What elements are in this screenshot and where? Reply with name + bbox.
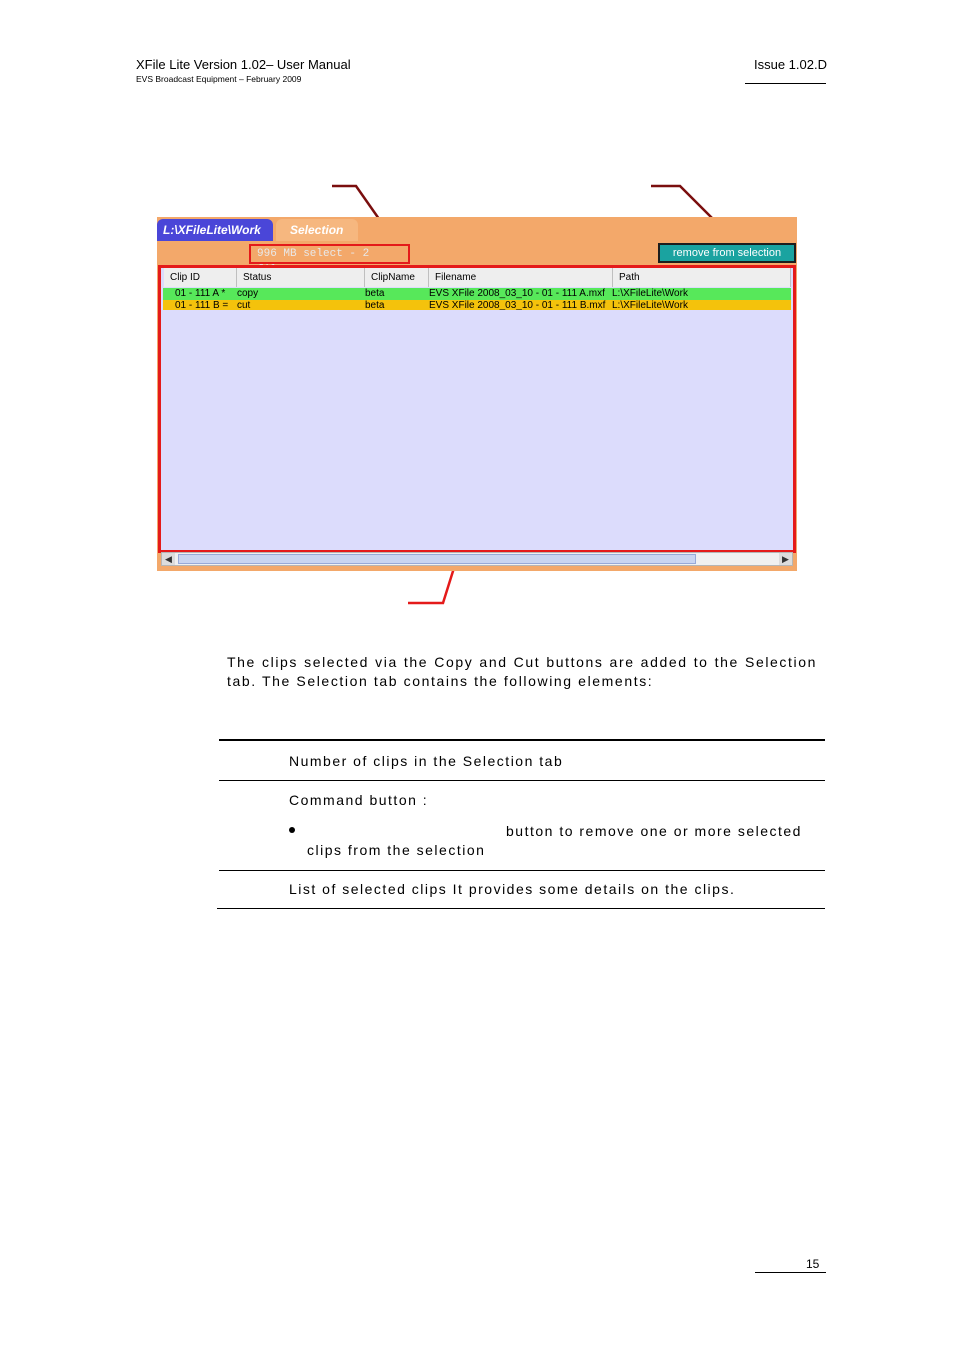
cell-clipname: beta bbox=[365, 300, 385, 310]
scrollbar-thumb[interactable] bbox=[178, 554, 696, 564]
table-rule bbox=[219, 780, 825, 781]
document-title: XFile Lite Version 1.02– User Manual bbox=[136, 57, 351, 72]
document-subtitle: EVS Broadcast Equipment – February 2009 bbox=[136, 74, 302, 84]
body-paragraph-line1: The clips selected via the Copy and Cut buttons are added to the Selection bbox=[227, 654, 817, 670]
table-top-rule bbox=[219, 739, 825, 741]
tab-selection[interactable]: Selection bbox=[276, 219, 358, 241]
column-header-path[interactable]: Path bbox=[613, 268, 791, 287]
cell-path: L:\XFileLite\Work bbox=[612, 300, 688, 310]
scroll-left-icon[interactable]: ◀ bbox=[162, 553, 175, 565]
table-row-2-title: Command button : bbox=[289, 792, 429, 808]
column-header-filename[interactable]: Filename bbox=[429, 268, 613, 287]
footer-rule bbox=[755, 1272, 826, 1273]
tab-work-folder[interactable]: L:\XFileLite\Work bbox=[157, 219, 273, 241]
table-rule bbox=[219, 870, 825, 871]
column-header-status[interactable]: Status bbox=[237, 268, 365, 287]
table-row-2-bullet-line1: button to remove one or more selected bbox=[506, 823, 802, 839]
page-number: 15 bbox=[806, 1257, 820, 1271]
horizontal-scrollbar[interactable] bbox=[161, 552, 793, 566]
selected-clips-list[interactable] bbox=[158, 265, 796, 553]
remove-from-selection-button[interactable]: remove from selection bbox=[658, 243, 796, 263]
table-row-2-bullet-line2: clips from the selection bbox=[307, 842, 486, 858]
table-row-1-text: Number of clips in the Selection tab bbox=[289, 753, 564, 769]
bullet-icon bbox=[289, 827, 295, 833]
column-header-clipname[interactable]: ClipName bbox=[365, 268, 429, 287]
cell-filename: EVS XFile 2008_03_10 - 01 - 111 A.mxf bbox=[429, 288, 605, 299]
body-paragraph-line2: tab. The Selection tab contains the following elements: bbox=[227, 673, 654, 689]
cell-filename: EVS XFile 2008_03_10 - 01 - 111 B.mxf bbox=[429, 300, 606, 310]
cell-clip-id: 01 - 111 A * bbox=[175, 288, 226, 299]
cell-path: L:\XFileLite\Work bbox=[612, 288, 688, 299]
table-row-3-text: List of selected clips It provides some details on the clips. bbox=[289, 881, 736, 897]
table-row[interactable] bbox=[163, 300, 791, 310]
table-row[interactable] bbox=[163, 288, 791, 300]
column-header-clip-id[interactable]: Clip ID bbox=[164, 268, 237, 287]
cell-status: copy bbox=[237, 288, 259, 299]
issue-label: Issue 1.02.D bbox=[754, 57, 827, 72]
scroll-right-icon[interactable]: ▶ bbox=[779, 553, 792, 565]
cell-status: cut bbox=[237, 300, 251, 310]
cell-clip-id: 01 - 111 B = bbox=[175, 300, 229, 310]
table-bottom-rule bbox=[217, 908, 825, 909]
selection-count: 996 MB select - 2 bbox=[249, 244, 410, 264]
cell-clipname: beta bbox=[365, 288, 385, 299]
